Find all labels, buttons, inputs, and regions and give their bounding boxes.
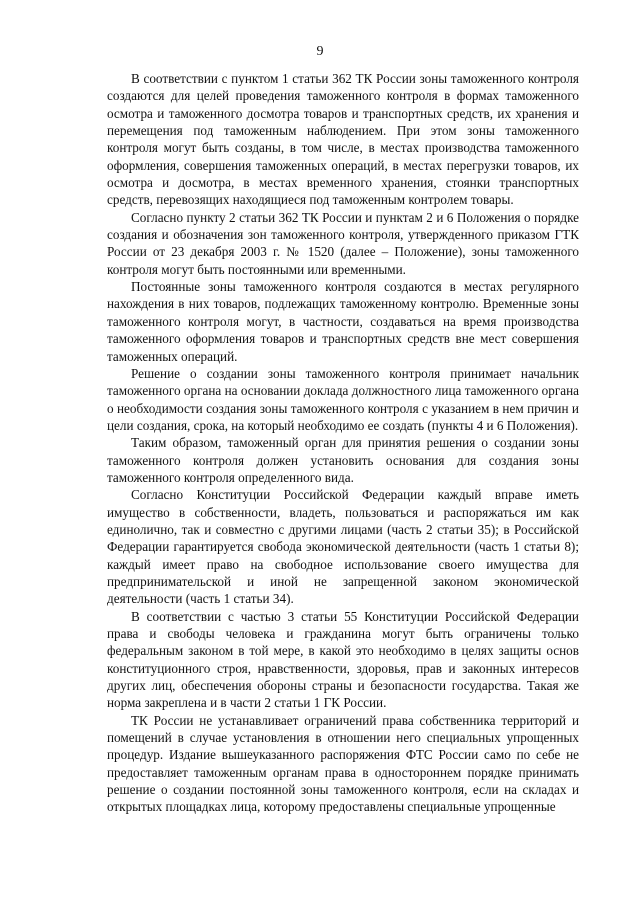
- paragraph-4: Решение о создании зоны таможенного контроля принимает начальник таможенного органа на основании доклада должностного лица таможенного органа о необходимости создания зоны таможенного контроля с указанием в нем причин и цели создания, срока, на который необходимо ее создать (пункты 4 и 6 Положения).: [107, 365, 579, 433]
- document-body: [107, 70, 579, 816]
- paragraph-2: Согласно пункту 2 статьи 362 ТК России и пунктам 2 и 6 Положения о порядке создания и обозначения зон таможенного контроля, утвержденного приказом ГТК России от 23 декабря 2003 г. № 1520 (далее – Положение), зоны таможенного контроля могут быть постоянными или временными.: [107, 209, 579, 277]
- paragraph-5: Таким образом, таможенный орган для принятия решения о создании зоны таможенного контроля должен установить основания для создания зоны таможенного контроля определенного вида.: [107, 435, 579, 485]
- paragraph-3: Постоянные зоны таможенного контроля создаются в местах регулярного нахождения в них товаров, подлежащих таможенному контролю. Временные зоны таможенного контроля могут, в частности, создаваться на время производства таможенного оформления товаров и транспортных средств вне мест совершения таможенных операций.: [107, 279, 579, 364]
- paragraph-8: ТК России не устанавливает ограничений права собственника территорий и помещений в случае установления в отношении него специальных упрощенных процедур. Издание вышеуказанного распоряжения ФТС России само по себе не предоставляет таможенным органам права в одностороннем порядке принимать решение о создании постоянной зоны таможенного контроля, если на складах и открытых площадках лица, которому предоставлены специальные упрощенные: [107, 712, 579, 815]
- paragraph-7: В соответствии с частью 3 статьи 55 Конституции Российской Федерации права и свободы человека и гражданина могут быть ограничены только федеральным законом в той мере, в какой это необходимо в целях защиты основ конституционного строя, нравственности, здоровья, прав и законных интересов других лиц, обеспечения обороны страны и безопасности государства. Такая же норма закреплена и в части 2 статьи 1 ГК России.: [107, 608, 579, 711]
- paragraph-6: Согласно Конституции Российской Федерации каждый вправе иметь имущество в собственности, владеть, пользоваться и распоряжаться им как единолично, так и совместно с другими лицами (часть 2 статьи 35); в Российской Федерации гарантируется свобода экономической деятельности (часть 1 статьи 8); каждый имеет право на свободное использование своего имущества для предпринимательской и иной не запрещенной законом экономической деятельности (часть 1 статьи 34).: [107, 487, 579, 607]
- paragraph-1: В соответствии с пунктом 1 статьи 362 ТК России зоны таможенного контроля создаются для целей проведения таможенного контроля в формах таможенного осмотра и таможенного досмотра товаров и транспортных средств, их хранения и перемещения под таможенным наблюдением. При этом зоны таможенного контроля могут быть созданы, в том числе, в местах производства таможенного оформления, совершения таможенных операций, в местах перегрузки товаров, их осмотра и досмотра, в местах временного хранения, стоянки транспортных средств, перевозящих находящиеся под таможенным контролем товары.: [107, 71, 579, 208]
- page-number: 9: [316, 44, 324, 59]
